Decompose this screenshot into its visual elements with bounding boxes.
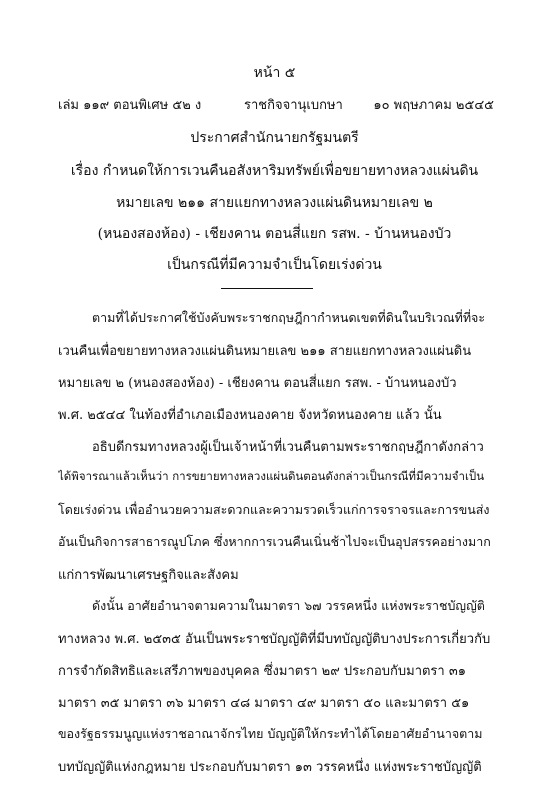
issue-info: เล่ม ๑๑๙ ตอนพิเศษ ๕๒ ง [58, 98, 202, 113]
subject-line: (หนองสองห้อง) - เชียงคาน ตอนสี่แยก รสพ. - บ้านหนองบัว [97, 226, 452, 242]
body-line: เวนคืนเพื่อขยายทางหลวงแผ่นดินหมายเลข ๒๑๑ สายแยกทางหลวงแผ่นดิน [58, 344, 472, 359]
body-line: ดังนั้น อาศัยอำนาจตามความในมาตรา ๖๗ วรรคหนึ่ง แห่งพระราชบัญญัติ [92, 598, 485, 613]
body-line: ของรัฐธรรมนูญแห่งราชอาณาจักรไทย บัญญัติให้กระทำได้โดยอาศัยอำนาจตาม [58, 726, 483, 741]
title-divider [221, 288, 313, 289]
body-line: บทบัญญัติแห่งกฎหมาย ประกอบกับมาตรา ๑๓ วรรคหนึ่ง แห่งพระราชบัญญัติ [58, 760, 482, 775]
announcement-heading: ประกาศสำนักนายกรัฐมนตรี [190, 130, 359, 146]
body-line: พ.ศ. ๒๕๔๔ ในท้องที่อำเภอเมืองหนองคาย จังหวัดหนองคาย แล้ว นั้น [58, 408, 442, 423]
body-line: มาตรา ๓๕ มาตรา ๓๖ มาตรา ๔๘ มาตรา ๔๙ มาตรา ๕๐ และมาตรา ๕๑ [58, 696, 470, 711]
publication-date: ๑๐ พฤษภาคม ๒๕๔๕ [373, 98, 494, 113]
body-line: ตามที่ได้ประกาศใช้บังคับพระราชกฤษฎีกากำหนดเขตที่ดินในบริเวณที่ที่จะ [92, 310, 486, 325]
body-line: หมายเลข ๒ (หนองสองห้อง) - เชียงคาน ตอนสี่แยก รสพ. - บ้านหนองบัว [58, 376, 457, 391]
page-number: หน้า ๕ [253, 65, 296, 81]
subject-line: เรื่อง กำหนดให้การเวนคืนอสังหาริมทรัพย์เพื่อขยายทางหลวงแผ่นดิน [70, 163, 479, 179]
subject-line: เป็นกรณีที่มีความจำเป็นโดยเร่งด่วน [167, 257, 382, 273]
body-line: อันเป็นกิจการสาธารณูปโภค ซึ่งหากการเวนคืนเนิ่นช้าไปจะเป็นอุปสรรคอย่างมาก [58, 534, 491, 549]
body-line: อธิบดีกรมทางหลวงผู้เป็นเจ้าหน้าที่เวนคืนตามพระราชกฤษฎีกาดังกล่าว [92, 440, 484, 455]
publication-name: ราชกิจจานุเบกษา [244, 98, 343, 113]
body-line: แก่การพัฒนาเศรษฐกิจและสังคม [58, 568, 239, 583]
body-line: การจำกัดสิทธิและเสรีภาพของบุคคล ซึ่งมาตรา ๒๙ ประกอบกับมาตรา ๓๑ [58, 664, 466, 679]
body-line: โดยเร่งด่วน เพื่ออำนวยความสะดวกและความรวดเร็วแก่การจราจรและการขนส่ง [58, 502, 490, 517]
body-line: ได้พิจารณาแล้วเห็นว่า การขยายทางหลวงแผ่นดินตอนดังกล่าวเป็นกรณีที่มีความจำเป็น [58, 469, 485, 483]
body-line: ทางหลวง พ.ศ. ๒๕๓๕ อันเป็นพระราชบัญญัติที่มีบทบัญญัติบางประการเกี่ยวกับ [58, 632, 491, 647]
subject-line: หมายเลข ๒๑๑ สายแยกทางหลวงแผ่นดินหมายเลข ๒ [116, 195, 433, 211]
